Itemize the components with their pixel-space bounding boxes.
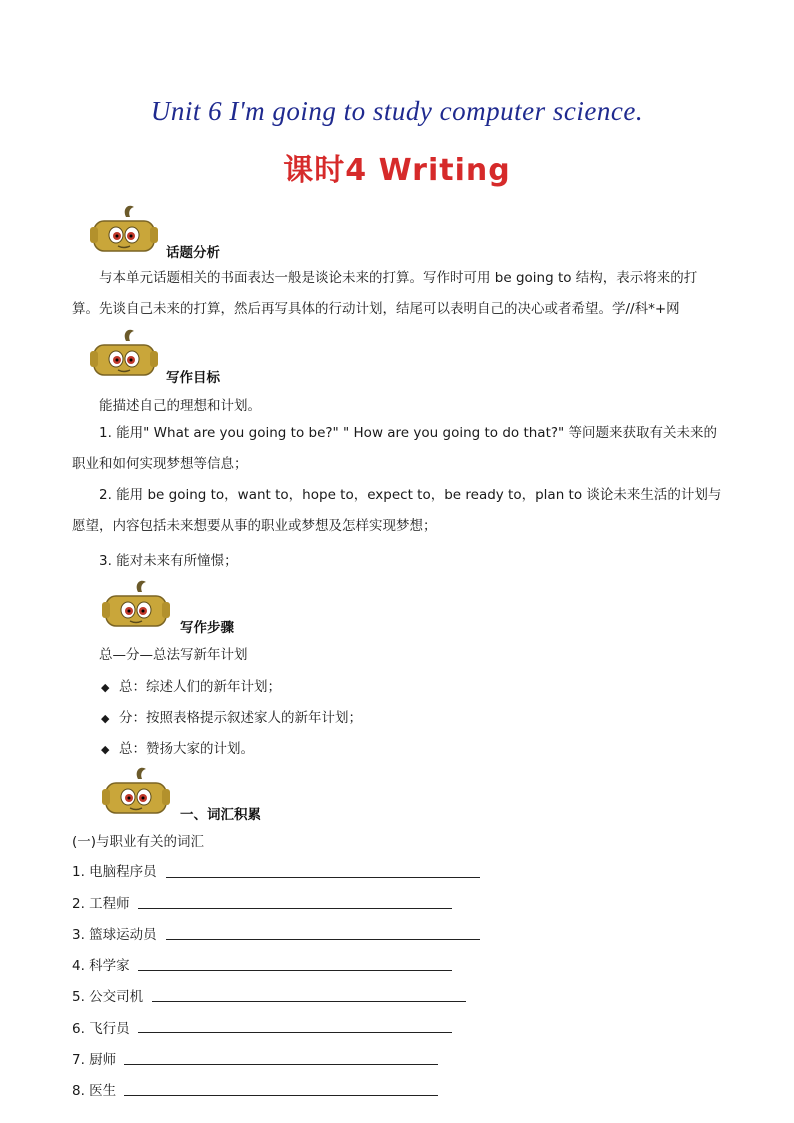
answer-blank[interactable]	[124, 1064, 438, 1065]
mascot-icon	[88, 203, 160, 257]
section-title-topic: 话题分析	[166, 245, 220, 261]
vocab-item: 3. 篮球运动员	[72, 927, 157, 943]
diamond-bullet-icon: ◆	[101, 681, 110, 694]
answer-blank[interactable]	[124, 1095, 438, 1096]
answer-blank[interactable]	[138, 1032, 452, 1033]
vocab-item: 4. 科学家	[72, 958, 130, 974]
section-title-goals: 写作目标	[166, 370, 220, 386]
vocab-item: 8. 医生	[72, 1083, 117, 1099]
steps-intro: 总—分—总法写新年计划	[99, 647, 248, 663]
mascot-icon	[100, 578, 172, 632]
page-subtitle: 课时4 Writing	[283, 153, 511, 188]
answer-blank[interactable]	[138, 970, 452, 971]
goals-item-1: 1. 能用" What are you going to be?" " How are you going to do that?" 等问题来获取有关未来的职业和如何实现梦想等信息；	[72, 425, 718, 472]
goals-intro: 能描述自己的理想和计划。	[99, 398, 261, 414]
vocab-item: 5. 公交司机	[72, 989, 144, 1005]
mascot-icon	[100, 765, 172, 819]
answer-blank[interactable]	[138, 908, 452, 909]
vocab-item: 7. 厨师	[72, 1052, 117, 1068]
section-title-steps: 写作步骤	[180, 620, 234, 636]
steps-bullet: ◆ 总：综述人们的新年计划；	[101, 679, 281, 695]
answer-blank[interactable]	[166, 877, 480, 878]
vocab-item: 1. 电脑程序员	[72, 864, 157, 880]
goals-item-3: 3. 能对未来有所憧憬；	[99, 553, 238, 569]
page-title: Unit 6 I'm going to study computer science.	[150, 96, 644, 126]
goals-item-2: 2. 能用 be going to，want to，hope to，expect to，be ready to，plan to 谈论未来生活的计划与愿望，内容包括未来想要从事的职业或梦想及怎样实现梦想；	[72, 487, 722, 534]
answer-blank[interactable]	[152, 1001, 466, 1002]
vocab-subheading: (一)与职业有关的词汇	[72, 834, 205, 850]
answer-blank[interactable]	[166, 939, 480, 940]
topic-paragraph: 与本单元话题相关的书面表达一般是谈论未来的打算。写作时可用 be going to 结构，表示将来的打算。先谈自己未来的打算，然后再写具体的行动计划，结尾可以表明自己的决心或者希望。学//科*+网	[72, 270, 698, 317]
diamond-bullet-icon: ◆	[101, 743, 110, 756]
mascot-icon	[88, 327, 160, 381]
vocab-item: 6. 飞行员	[72, 1021, 130, 1037]
steps-bullet: ◆ 分：按照表格提示叙述家人的新年计划；	[101, 710, 362, 726]
diamond-bullet-icon: ◆	[101, 712, 110, 725]
vocab-item: 2. 工程师	[72, 896, 130, 912]
section-title-vocab: 一、词汇积累	[180, 807, 261, 823]
steps-bullet: ◆ 总：赞扬大家的计划。	[101, 741, 254, 757]
